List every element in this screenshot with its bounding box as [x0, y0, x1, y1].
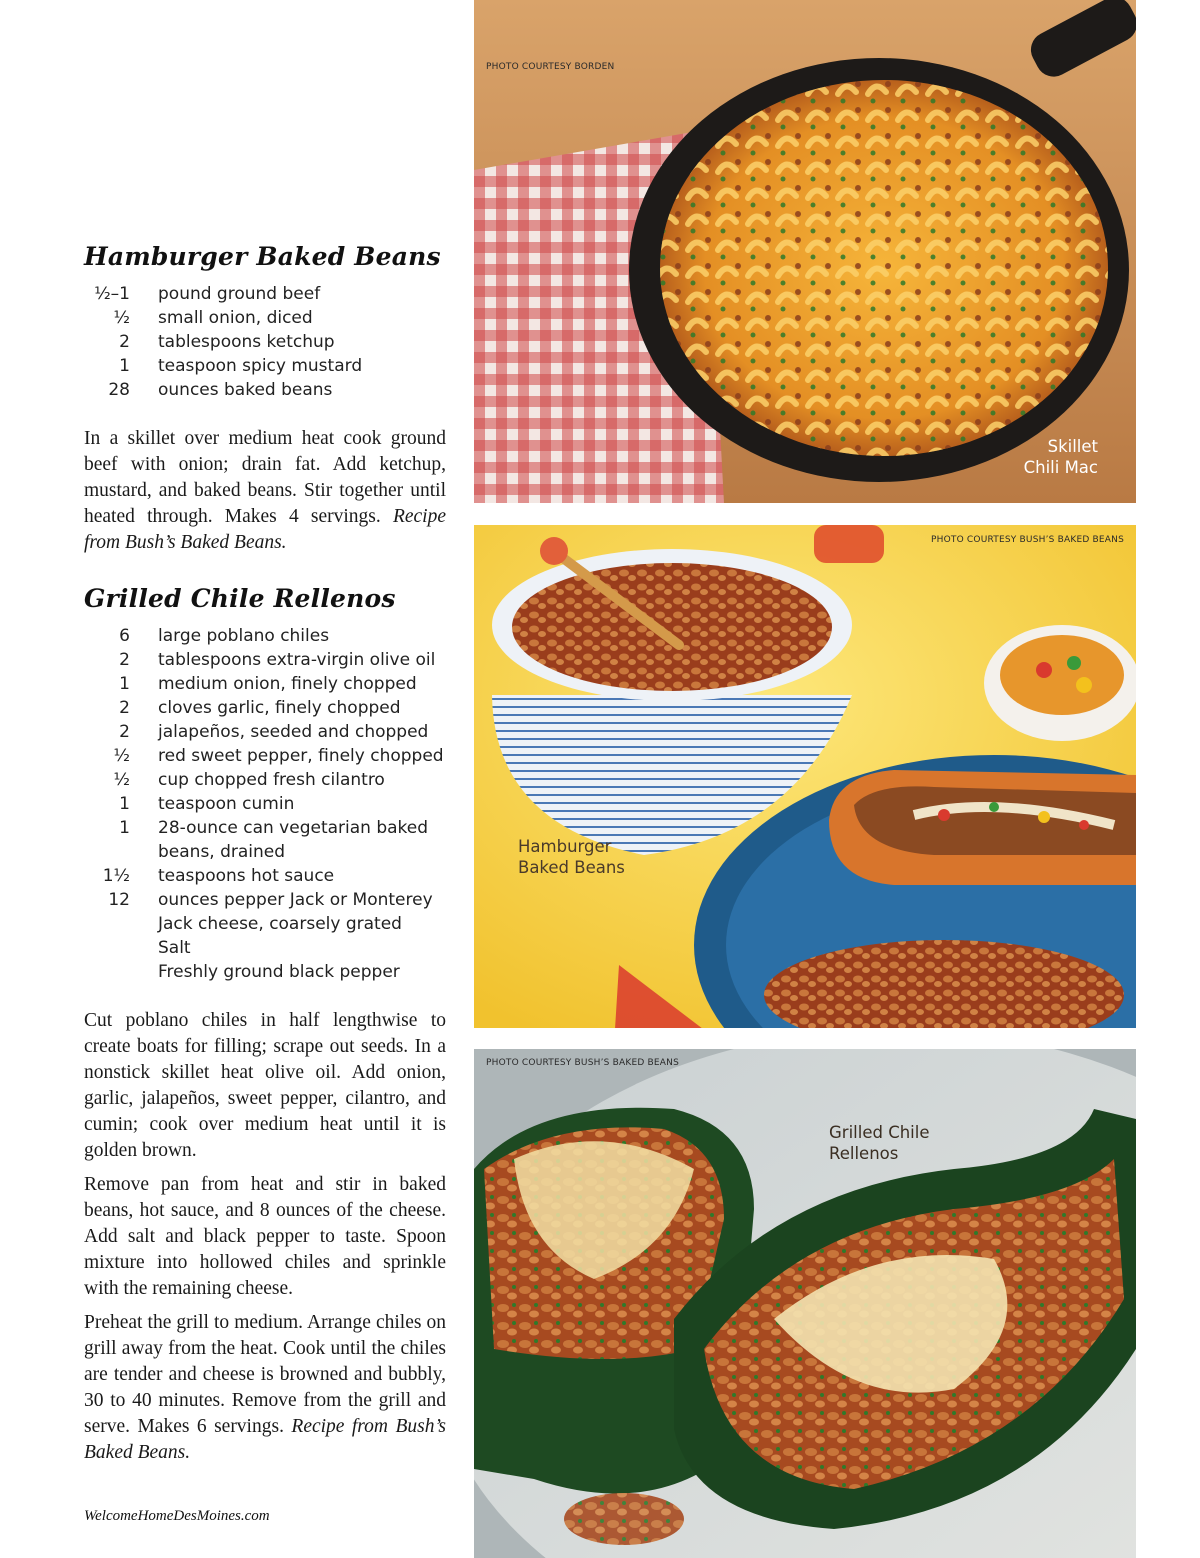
ingredient-qty: 1: [119, 818, 130, 838]
photo-hamburger-baked-beans: [474, 525, 1136, 1028]
ingredient-qty: ½–1: [94, 284, 130, 304]
ingredient-item: [84, 282, 446, 306]
ingredient-qty: 1: [119, 674, 130, 694]
photo-grilled-chile-rellenos: [474, 1049, 1136, 1558]
directions-paragraph: Remove pan from heat and stir in baked beans, hot sauce, and 8 ounces of the cheese. Add salt and black pepper to taste. Spoon mixture into hollowed chiles and sprinkle with the remaining cheese.: [84, 1174, 446, 1299]
directions-text: In a skillet over medium heat cook ground beef with onion; drain fat. Add ketchup, mustard, and baked beans. Stir together until heated through. Makes 4 servings.: [84, 428, 446, 527]
ingredient-qty: 12: [108, 890, 130, 910]
ingredient-qty: 6: [119, 626, 130, 646]
ingredient-item: [84, 672, 446, 696]
ingredient-item: [84, 768, 446, 792]
ingredient-text: Salt: [158, 938, 191, 958]
directions-text: Preheat the grill to medium. Arrange chiles on grill away from the heat. Cook until the chiles are tender and cheese is browned and bubbly, 30 to 40 minutes. Remove from the grill and serve. Makes 6 servings.: [84, 1312, 446, 1437]
directions-paragraph: [84, 426, 446, 556]
ingredient-text: tablespoons extra-virgin olive oil: [158, 650, 436, 670]
baked-beans-image: [474, 525, 1136, 1028]
ingredient-item: [84, 648, 446, 672]
skillet-image: [474, 0, 1136, 503]
ingredient-text: cup chopped fresh cilantro: [158, 770, 385, 790]
recipe-title: Grilled Chile Rellenos: [84, 584, 396, 613]
ingredient-qty: 2: [119, 332, 130, 352]
ingredient-text: teaspoon spicy mustard: [158, 356, 363, 376]
ingredient-text: cloves garlic, finely chopped: [158, 698, 401, 718]
directions-paragraph: Cut poblano chiles in half lengthwise to create boats for filling; scrape out seeds. In a nonstick skillet heat olive oil. Add onion, garlic, jalapeños, sweet pepper, cilantro, and cumin; cook over medium heat until it is golden brown.: [84, 1010, 446, 1161]
ingredient-item: [84, 744, 446, 768]
photo-caption: Hamburger Baked Beans: [518, 837, 625, 877]
ingredient-item: [84, 720, 446, 744]
ingredient-text: ounces baked beans: [158, 380, 333, 400]
photo-credit: PHOTO COURTESY BUSH’S BAKED BEANS: [486, 1058, 679, 1068]
ingredient-text: jalapeños, seeded and chopped: [158, 722, 429, 742]
recipe-title: Hamburger Baked Beans: [84, 242, 441, 271]
recipe-column: [84, 0, 446, 1558]
ingredient-item: [84, 936, 446, 960]
photo-skillet-chili-mac: [474, 0, 1136, 503]
ingredient-item: [84, 306, 446, 330]
photo-caption: Grilled Chile Rellenos: [829, 1123, 930, 1163]
ingredient-qty: 2: [119, 698, 130, 718]
photo-caption: Skillet Chili Mac: [1023, 437, 1098, 477]
ingredient-text: Freshly ground black pepper: [158, 962, 400, 982]
recipe-source: Recipe from Bush’s Baked Beans.: [84, 506, 446, 553]
ingredient-qty: 1: [119, 794, 130, 814]
chile-rellenos-image: [474, 1049, 1136, 1558]
ingredient-item: [84, 960, 446, 984]
ingredient-qty: 1½: [102, 866, 130, 886]
recipe-source: Recipe from Bush’s Baked Beans.: [84, 1416, 447, 1463]
ingredient-list: [84, 624, 446, 984]
ingredient-text: small onion, diced: [158, 308, 313, 328]
ingredient-text: red sweet pepper, finely chopped: [158, 746, 444, 766]
ingredient-text: large poblano chiles: [158, 626, 330, 646]
ingredient-qty: ½: [113, 746, 130, 766]
ingredient-qty: 2: [119, 722, 130, 742]
ingredient-qty: ½: [113, 308, 130, 328]
footer-url: WelcomeHomeDesMoines.com: [84, 1508, 270, 1524]
photo-credit: PHOTO COURTESY BORDEN: [486, 62, 615, 72]
ingredient-item: [84, 888, 446, 936]
photo-credit: PHOTO COURTESY BUSH’S BAKED BEANS: [931, 535, 1124, 545]
ingredient-text: medium onion, finely chopped: [158, 674, 417, 694]
ingredient-item: [84, 354, 446, 378]
ingredient-item: [84, 378, 446, 402]
ingredient-item: [84, 816, 446, 864]
ingredient-qty: 1: [119, 356, 130, 376]
ingredient-text: 28-ounce can vegetarian baked beans, drained: [158, 818, 429, 862]
ingredient-text: teaspoons hot sauce: [158, 866, 335, 886]
ingredient-item: [84, 792, 446, 816]
ingredient-qty: 2: [119, 650, 130, 670]
ingredient-text: pound ground beef: [158, 284, 321, 304]
ingredient-text: ounces pepper Jack or Monterey Jack cheese, coarsely grated: [158, 890, 433, 934]
ingredient-qty: ½: [113, 770, 130, 790]
ingredient-item: [84, 864, 446, 888]
ingredient-item: [84, 330, 446, 354]
ingredient-list: [84, 282, 446, 402]
ingredient-text: tablespoons ketchup: [158, 332, 335, 352]
ingredient-qty: 28: [108, 380, 130, 400]
ingredient-item: [84, 624, 446, 648]
ingredient-item: [84, 696, 446, 720]
directions-paragraph: [84, 1310, 446, 1466]
ingredient-text: teaspoon cumin: [158, 794, 295, 814]
